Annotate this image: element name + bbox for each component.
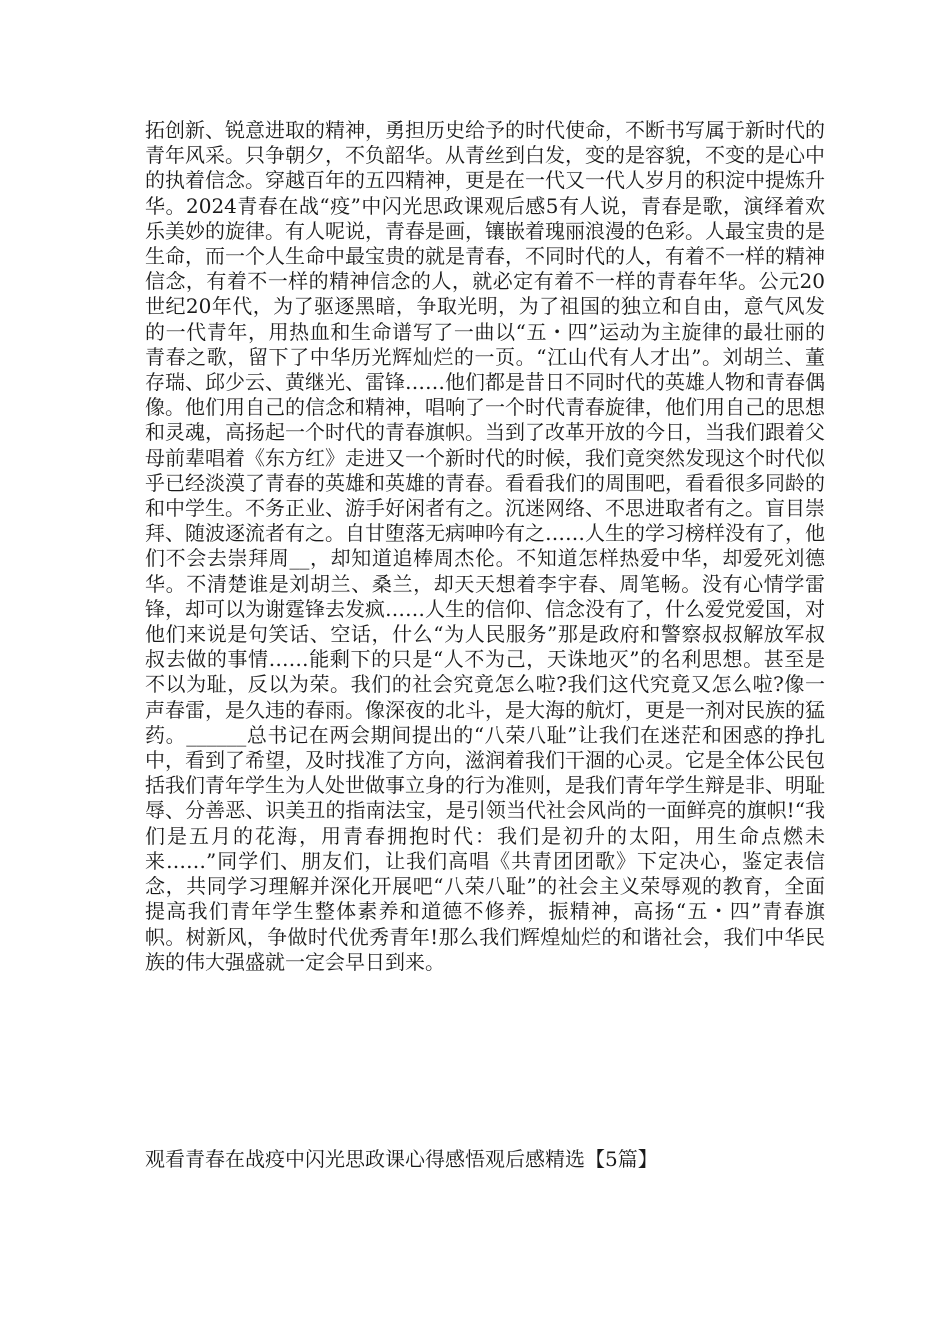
next-article-title: 观看青春在战疫中闪光思政课心得感悟观后感精选【5篇】 [145, 1147, 658, 1171]
body-paragraph: 拓创新、锐意进取的精神，勇担历史给予的时代使命，不断书写属于新时代的青年风采。只争朝夕，不负韶华。从青丝到白发，变的是容貌，不变的是心中的执着信念。穿越百年的五四精神，更是在一代又一代人岁月的积淀中提炼升华。2024青春在战“疫”中闪光思政课观后感5有人说，青春是歌，演绎着欢乐美妙的旋律。有人呢说，青春是画，镶嵌着瑰丽浪漫的色彩。人最宝贵的是生命，而一个人生命中最宝贵的就是青春，不同时代的人，有着不一样的精神信念，有着不一样的精神信念的人，就必定有着不一样的青春年华。公元20世纪20年代，为了驱逐黑暗，争取光明，为了祖国的独立和自由，意气风发的一代青年，用热血和生命谱写了一曲以“五・四”运动为主旋律的最壮丽的青春之歌，留下了中华历光辉灿烂的一页。“江山代有人才出”。刘胡兰、董存瑞、邱少云、黄继光、雷锋……他们都是昔日不同时代的英雄人物和青春偶像。他们用自己的信念和精神，唱响了一个时代青春旋律，他们用自己的思想和灵魂，高扬起一个时代的青春旗帜。当到了改革开放的今日，当我们跟着父母前辈唱着《东方红》走进又一个新时代的时候，我们竟突然发现这个时代似乎已经淡漠了青春的英雄和英雄的青春。看看我们的周围吧，看看很多同龄的和中学生。不务正业、游手好闲者有之。沉迷网络、不思进取者有之。盲目崇拜、随波逐流者有之。自甘堕落无病呻吟有之……人生的学习榜样没有了，他们不会去崇拜周__，却知道追棒周杰伦。不知道怎样热爱中华，却爱死刘德华。不清楚谁是刘胡兰、桑兰，却天天想着李宇春、周笔畅。没有心情学雷锋，却可以为谢霆锋去发疯……人生的信仰、信念没有了，什么爱党爱国，对他们来说是句笑话、空话，什么“为人民服务”那是政府和警察叔叔解放军叔叔去做的事情……能剩下的只是“人不为己，天诛地灭”的名利思想。甚至是不以为耻，反以为荣。我们的社会究竟怎么啦?我们这代究竟又怎么啦?像一声春雷，是久违的春雨。像深夜的北斗，是大海的航灯，更是一剂对民族的猛药。______总书记在两会期间提出的“八荣八耻”让我们在迷茫和困惑的挣扎中，看到了希望，及时找准了方向，滋润着我们干涸的心灵。它是全体公民包括我们青年学生为人处世做事立身的行为准则，是我们青年学生辩是非、明耻辱、分善恶、识美丑的指南法宝，是引领当代社会风尚的一面鲜亮的旗帜!“我们是五月的花海，用青春拥抱时代：我们是初升的太阳，用生命点燃未来……”同学们、朋友们，让我们高唱《共青团团歌》下定决心，鉴定表信念，共同学习理解并深化开展吧“八荣八耻”的社会主义荣辱观的教育，全面提高我们青年学生整体素养和道德不修养，振精神，高扬“五・四”青春旗帜。树新风，争做时代优秀青年!那么我们辉煌灿烂的和谐社会，我们中华民族的伟大强盛就一定会早日到来。 [145, 118, 825, 974]
